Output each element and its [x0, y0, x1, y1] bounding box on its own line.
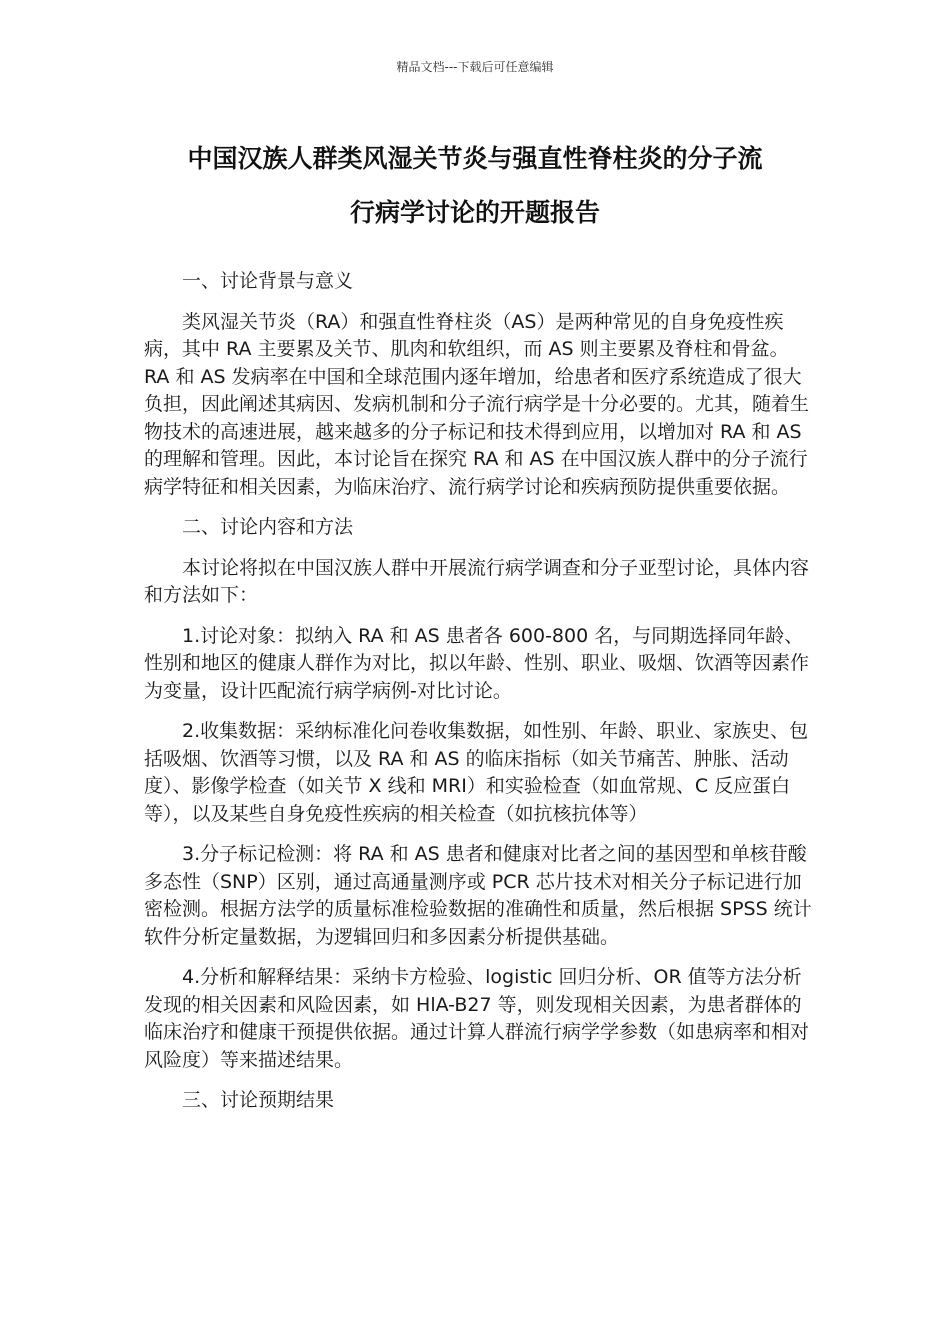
paragraph-methods-molecular-markers: 3.分子标记检测：将 RA 和 AS 患者和健康对比者之间的基因型和单核苷酸多态性（SNP）区别，通过高通量测序或 PCR 芯片技术对相关分子标记进行加密检测。根据方法学的质量标准检验数据的准确性和质量，然后根据 SPSS 统计软件分析定量数据，为逻辑回归和多因素分析提供基础。 [144, 843, 812, 948]
section-heading-expected-results: 三、讨论预期结果 [182, 1089, 335, 1111]
title-line-1: 中国汉族人群类风湿关节炎与强直性脊柱炎的分子流 [187, 144, 763, 173]
paragraph-background: 类风湿关节炎（RA）和强直性脊柱炎（AS）是两种常见的自身免疫性疾病，其中 RA 主要累及关节、肌肉和软组织，而 AS 则主要累及脊柱和骨盆。RA 和 AS 发病率在中国和全球范围内逐年增加，给患者和医疗系统造成了很大负担，因此阐述其病因、发病机制和分子流行病学是十分必要的。尤其，随着生物技术的高速进展，越来越多的分子标记和技术得到应用，以增加对 RA 和 AS 的理解和管理。因此，本讨论旨在探究 RA 和 AS 在中国汉族人群中的分子流行病学特征和相关因素，为临床治疗、流行病学讨论和疾病预防提供重要依据。 [144, 310, 810, 498]
section-heading-background: 一、讨论背景与意义 [182, 270, 354, 292]
paragraph-methods-data-collection: 2.收集数据：采纳标准化问卷收集数据，如性别、年龄、职业、家族史、包括吸烟、饮酒等习惯，以及 RA 和 AS 的临床指标（如关节痛苦、肿胀、活动度）、影像学检查（如关节 X 线和 MRI）和实验检查（如血常规、C 反应蛋白等），以及某些自身免疫性疾病的相关检查（如抗核抗体等） [144, 720, 809, 825]
paragraph-methods-analysis: 4.分析和解释结果：采纳卡方检验、logistic 回归分析、OR 值等方法分析发现的相关因素和风险因素，如 HlA-B27 等，则发现相关因素，为患者群体的临床治疗和健康干预提供依据。通过计算人群流行病学学参数（如患病率和相对风险度）等来描述结果。 [144, 966, 810, 1071]
section-heading-methods: 二、讨论内容和方法 [182, 516, 354, 538]
paragraph-methods-subjects: 1.讨论对象：拟纳入 RA 和 AS 患者各 600-800 名，与同期选择同年龄、性别和地区的健康人群作为对比，拟以年龄、性别、职业、吸烟、饮酒等因素作为变量，设计匹配流行病学病例-对比讨论。 [144, 624, 810, 702]
document-body [144, 268, 814, 1128]
title-line-2: 行病学讨论的开题报告 [349, 198, 600, 227]
header-note: 精品文档---下载后可任意编辑 [396, 60, 554, 74]
paragraph-methods-intro: 本讨论将拟在中国汉族人群中开展流行病学调查和分子亚型讨论，具体内容和方法如下： [144, 556, 810, 606]
document-title [100, 132, 850, 240]
